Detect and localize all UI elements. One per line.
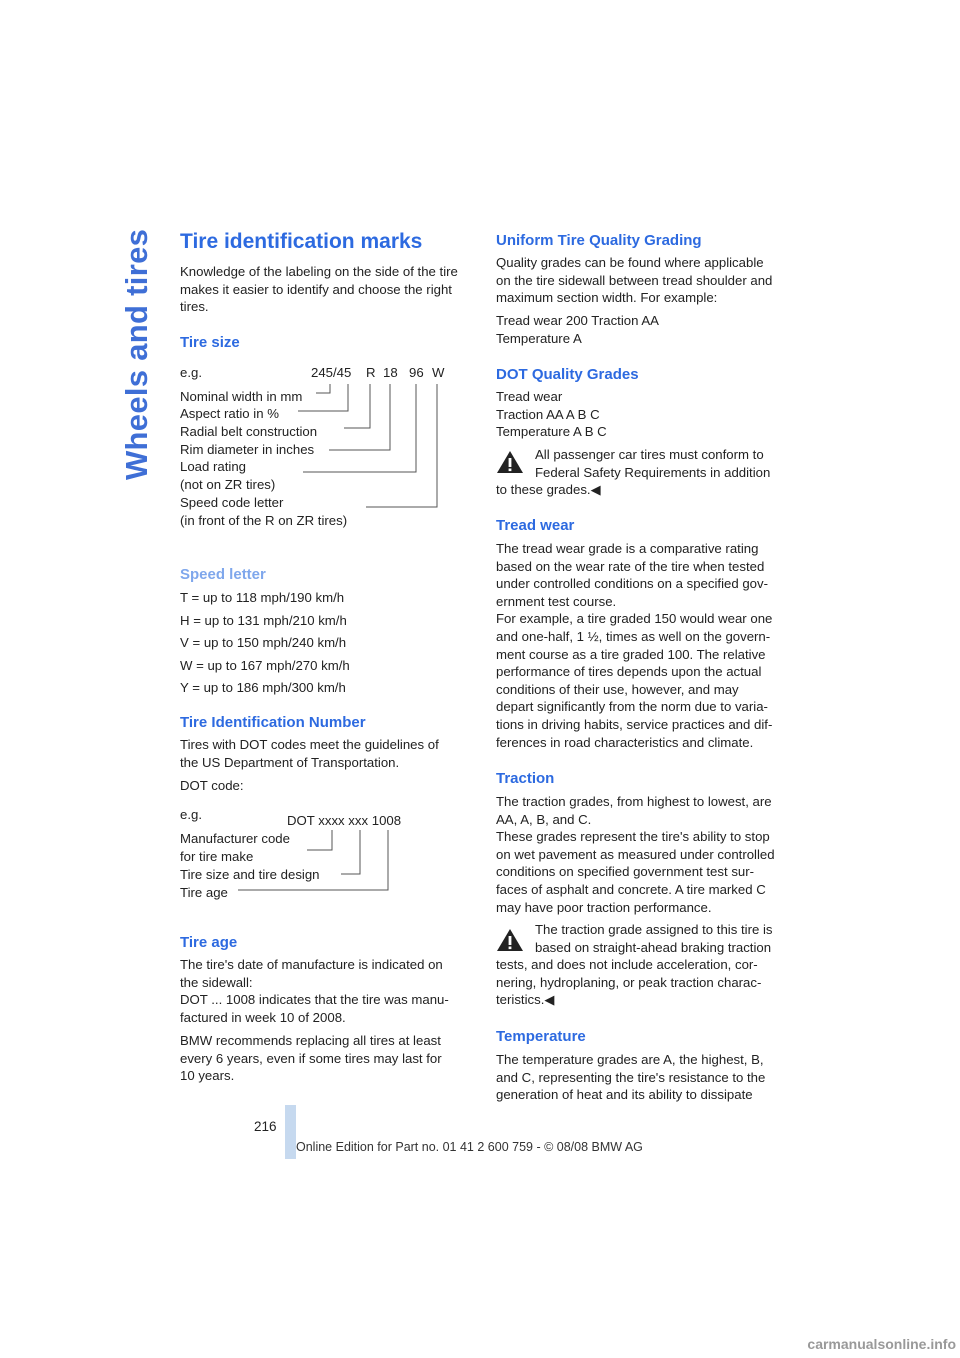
speed-letter-heading: Speed letter bbox=[180, 566, 266, 583]
text-line: every 6 years, even if some tires may last for bbox=[180, 1050, 442, 1066]
tread-wear-heading: Tread wear bbox=[496, 517, 575, 534]
list-item: Traction AA A B C bbox=[496, 406, 600, 422]
label-manufacturer-note: for tire make bbox=[180, 849, 254, 864]
eg-label: e.g. bbox=[180, 807, 202, 822]
text-line: on wet pavement as measured under controlled bbox=[496, 846, 775, 862]
dot-code-example: DOT xxxx xxx 1008 bbox=[287, 813, 402, 828]
traction-paragraph bbox=[496, 793, 775, 916]
tread-wear-paragraph bbox=[496, 540, 772, 751]
text-line: performance of tires depends upon the actual bbox=[496, 664, 762, 680]
label-speed-note: (in front of the R on ZR tires) bbox=[180, 513, 348, 528]
text-line: conditions on specified government test sur- bbox=[496, 864, 755, 880]
text-line: faces of asphalt and concrete. A tire marked C bbox=[496, 881, 766, 897]
text-line: DOT ... 1008 indicates that the tire was manu- bbox=[180, 992, 449, 1008]
text-line: tests, and does not include acceleration, cor- bbox=[496, 957, 758, 973]
leader-line bbox=[341, 830, 360, 874]
list-item: W = up to 167 mph/270 km/h bbox=[180, 657, 350, 673]
edition-footer: Online Edition for Part no. 01 41 2 600 759 - © 08/08 BMW AG bbox=[296, 1140, 643, 1154]
text-line: ernment test course. bbox=[496, 593, 617, 609]
code-width: 245/45 bbox=[311, 365, 352, 380]
code-load: 96 bbox=[409, 365, 424, 380]
text-line: based on straight-ahead braking traction bbox=[535, 939, 772, 955]
code-rim: 18 bbox=[383, 365, 398, 380]
text-line: the US Department of Transportation. bbox=[180, 754, 400, 770]
text-line: The tread wear grade is a comparative rating bbox=[496, 541, 759, 556]
tire-size-heading: Tire size bbox=[180, 334, 240, 351]
temperature-heading: Temperature bbox=[496, 1028, 586, 1045]
text-line: makes it easier to identify and choose the right bbox=[180, 281, 452, 297]
text-line: ferences in road characteristics and climate. bbox=[496, 734, 754, 750]
list-item: Tread wear bbox=[496, 389, 563, 404]
utqg-example bbox=[496, 312, 659, 347]
code-speed: W bbox=[432, 365, 445, 380]
text-line: based on the wear rate of the tire when tested bbox=[496, 558, 765, 574]
label-aspect: Aspect ratio in % bbox=[180, 406, 279, 421]
text-line: The temperature grades are A, the highest, B, bbox=[496, 1052, 764, 1067]
footer-accent-bar bbox=[285, 1105, 296, 1159]
code-radial: R bbox=[366, 365, 376, 380]
text-line: Quality grades can be found where applicable bbox=[496, 255, 764, 270]
traction-warning bbox=[496, 921, 796, 1009]
text-line: maximum section width. For example: bbox=[496, 290, 718, 306]
tire-age-heading: Tire age bbox=[180, 934, 238, 951]
label-width: Nominal width in mm bbox=[180, 389, 303, 404]
page-number: 216 bbox=[254, 1119, 277, 1134]
chapter-title: Wheels and tires bbox=[119, 228, 154, 480]
utqg-paragraph bbox=[496, 254, 772, 307]
text-line: to these grades.◀ bbox=[496, 482, 601, 498]
dot-code-label: DOT code: bbox=[180, 778, 244, 793]
text-line: factured in week 10 of 2008. bbox=[180, 1009, 346, 1025]
text-line: tires. bbox=[180, 299, 209, 315]
text-line: ment course as a tire graded 100. The relative bbox=[496, 646, 766, 662]
label-load-note: (not on ZR tires) bbox=[180, 477, 276, 492]
text-line: BMW recommends replacing all tires at least bbox=[180, 1033, 441, 1048]
text-line: the sidewall: bbox=[180, 974, 253, 990]
list-item: Y = up to 186 mph/300 km/h bbox=[180, 680, 346, 696]
label-rim: Rim diameter in inches bbox=[180, 442, 315, 457]
text-line: generation of heat and its ability to dissipate bbox=[496, 1087, 753, 1103]
text-line: All passenger car tires must conform to bbox=[535, 447, 764, 462]
text-line: teristics.◀ bbox=[496, 992, 555, 1008]
leader-line bbox=[307, 830, 332, 850]
leader-line bbox=[238, 830, 388, 890]
tire-age-paragraph-2 bbox=[180, 1032, 442, 1085]
section-title: Tire identification marks bbox=[180, 230, 423, 253]
dot-grades-list bbox=[496, 388, 607, 441]
text-line: on the tire sidewall between tread shoulder and bbox=[496, 272, 773, 288]
text-line: and one-half, 1 ½, times as well on the govern- bbox=[496, 628, 771, 644]
text-line: The traction grades, from highest to lowest, are bbox=[496, 794, 772, 809]
text-line: tions in driving habits, service practices and dif- bbox=[496, 716, 773, 732]
text-line: under controlled conditions on a specified gov- bbox=[496, 576, 768, 592]
text-line: The tire's date of manufacture is indicated on bbox=[180, 957, 443, 972]
label-manufacturer: Manufacturer code bbox=[180, 831, 290, 846]
dot-grades-warning bbox=[496, 446, 796, 499]
label-size-design: Tire size and tire design bbox=[180, 867, 320, 882]
text-line: Knowledge of the labeling on the side of the tire bbox=[180, 264, 458, 279]
text-line: These grades represent the tire's ability to stop bbox=[496, 829, 770, 845]
text-line: nering, hydroplaning, or peak traction charac- bbox=[496, 974, 762, 990]
text-line: For example, a tire graded 150 would wear one bbox=[496, 611, 773, 627]
label-tire-age: Tire age bbox=[180, 885, 228, 900]
list-item: V = up to 150 mph/240 km/h bbox=[180, 635, 347, 651]
utqg-heading: Uniform Tire Quality Grading bbox=[496, 232, 702, 249]
text-line: may have poor traction performance. bbox=[496, 899, 712, 915]
text-line: depart significantly from the norm due to varia- bbox=[496, 699, 768, 715]
label-load: Load rating bbox=[180, 459, 246, 474]
tire-age-paragraph-1 bbox=[180, 956, 449, 1026]
traction-heading: Traction bbox=[496, 770, 555, 787]
label-speed: Speed code letter bbox=[180, 495, 284, 510]
text-line: The traction grade assigned to this tire is bbox=[535, 922, 773, 937]
text-line: 10 years. bbox=[180, 1068, 235, 1084]
watermark: carmanualsonline.info bbox=[807, 1336, 956, 1352]
text-line: Tires with DOT codes meet the guidelines of bbox=[180, 737, 439, 752]
text-line: and C, representing the tire's resistance to the bbox=[496, 1069, 766, 1085]
dot-grades-heading: DOT Quality Grades bbox=[496, 366, 639, 383]
list-item: T = up to 118 mph/190 km/h bbox=[180, 590, 345, 605]
label-radial: Radial belt construction bbox=[180, 424, 318, 439]
text-line: Tread wear 200 Traction AA bbox=[496, 313, 659, 328]
temperature-paragraph bbox=[496, 1051, 765, 1104]
eg-label: e.g. bbox=[180, 365, 202, 380]
text-line: Temperature A bbox=[496, 330, 582, 346]
tin-heading: Tire Identification Number bbox=[180, 714, 366, 731]
text-line: conditions of their use, however, and may bbox=[496, 681, 739, 697]
list-item: H = up to 131 mph/210 km/h bbox=[180, 612, 347, 628]
text-line: Federal Safety Requirements in addition bbox=[535, 464, 771, 480]
list-item: Temperature A B C bbox=[496, 424, 607, 440]
text-line: AA, A, B, and C. bbox=[496, 811, 592, 827]
